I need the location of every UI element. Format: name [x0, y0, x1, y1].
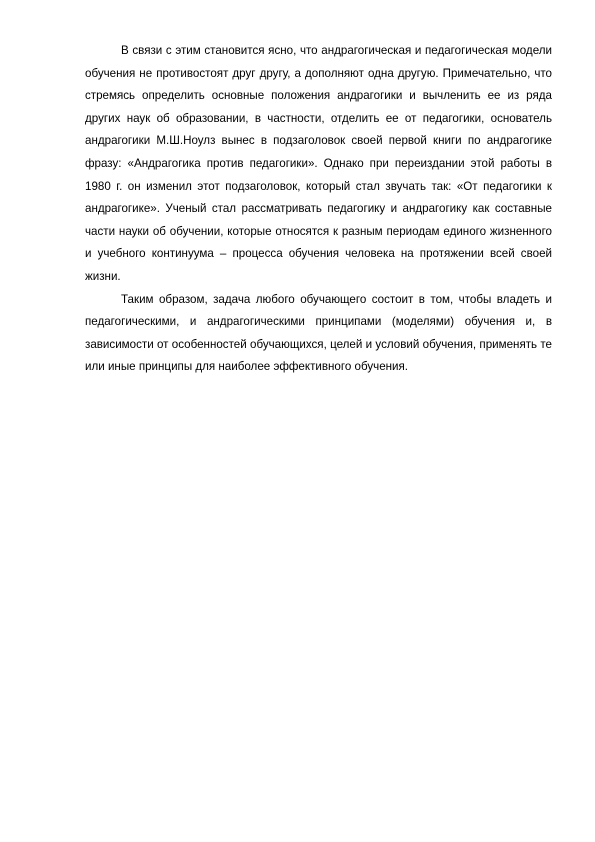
body-text [85, 40, 552, 379]
paragraph-2: Таким образом, задача любого обучающего состоит в том, чтобы владеть и педагогическими, и андрагогическими принципами (моделями) обучения и, в зависимости от особенностей обучающихся, целей и условий обучения, применять те или иные принципы для наиболее эффективного обучения. [85, 292, 552, 374]
paragraph-1: В связи с этим становится ясно, что андрагогическая и педагогическая модели обучения не противостоят друг другу, а дополняют одна другую. Примечательно, что стремясь определить основные положения андрагогики и вычленить ее из ряда других наук об образовании, в частности, отделить ее от педагогики, основатель андрагогики М.Ш.Ноулз вынес в подзаголовок своей первой книги по андрагогике фразу: «Андрагогика против педагогики». Однако при переиздании этой работы в 1980 г. он изменил этот подзаголовок, который стал звучать так: «От педагогики к андрагогике». Ученый стал рассматривать педагогику и андрагогику как составные части науки об обучении, которые относятся к разным периодам единого жизненного и учебного континуума – процесса обучения человека на протяжении всей своей жизни. [85, 44, 552, 283]
